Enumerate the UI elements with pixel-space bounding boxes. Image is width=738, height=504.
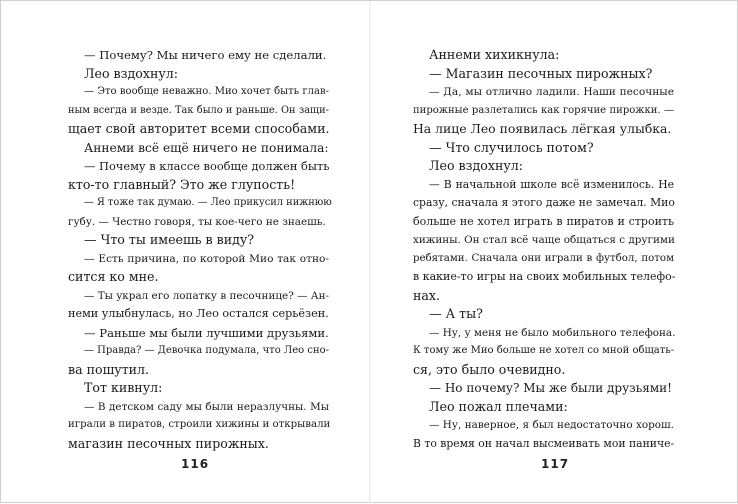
text-line: — В начальной школе всё изменилось. Не [429, 177, 674, 191]
text-line: — Ты украл его лопатку в песочнице? — Ан- [84, 289, 330, 302]
text-line: — Правда? — Девочка подумала, что Лео сно- [84, 345, 330, 356]
text-line: — Ну, наверное, я был недостаточно хорош. [429, 419, 674, 431]
text-line: пирожные разлетались как горячие пирожки. — [413, 104, 674, 116]
text-line: На лице Лео появилась лёгкая улыбка. [413, 121, 672, 136]
text-line: хижины. Он стал всё чаще общаться с другими [413, 234, 675, 246]
text-line: — А ты? [429, 306, 483, 321]
text-line: — Почему? Мы ничего ему не сделали. [84, 48, 327, 62]
text-line: больше не хотел играть в пиратов и строить [413, 214, 674, 228]
book-gutter [369, 1, 371, 504]
text-line: — Почему в классе вообще должен быть [84, 159, 330, 173]
text-line: ребятами. Сначала они играли в футбол, потом [413, 252, 674, 264]
text-line: — Магазин песочных пирожных? [429, 65, 653, 81]
left-page-text [68, 46, 332, 453]
text-line: — Но почему? Мы же были друзьями! [429, 381, 672, 395]
text-line: — Что случилось потом? [429, 139, 594, 155]
text-line: Лео пожал плечами: [429, 398, 568, 414]
text-line: в какие-то игры на своих мобильных телефо- [413, 270, 676, 283]
text-line: — В детском саду мы были неразлучны. Мы [84, 400, 329, 413]
text-line: неми улыбнулась, но Лео остался серьёзен. [68, 307, 329, 320]
right-page-text [413, 46, 674, 453]
text-line: нах. [413, 287, 441, 303]
text-line: Аннеми хихикнула: [429, 47, 560, 62]
text-line: — Раньше мы были лучшими друзьями. [84, 325, 329, 340]
text-line: — Есть причина, по которой Мио так отно- [84, 252, 329, 265]
text-line: сится ко мне. [68, 269, 159, 284]
text-line: ся, это было очевидно. [413, 361, 566, 377]
text-line: — Это вообще неважно. Мио хочет быть глав- [84, 86, 329, 97]
text-line: — Ну, у меня не было мобильного телефона. [429, 326, 676, 339]
text-line: сразу, сначала я этого даже не замечал. Мио [413, 196, 675, 209]
text-line: — Что ты имеешь в виду? [84, 232, 255, 247]
text-line: К тому же Мио больше не хотел со мной общать- [413, 345, 675, 356]
text-line: Тот кивнул: [84, 380, 163, 395]
text-line: губу. — Честно говоря, ты кое-чего не знаешь. [68, 215, 326, 228]
text-line: играли в пиратов, строили хижины и открывали [68, 419, 331, 430]
text-line: ным всегда и везде. Так было и раньше. Он защи- [68, 104, 329, 116]
text-line: щает свой авторитет всеми способами. [68, 121, 330, 136]
text-line: магазин песочных пирожных. [68, 435, 269, 451]
text-line: В то время он начал высмеивать мои паниче- [413, 436, 675, 450]
text-line: Лео вздохнул: [429, 158, 523, 173]
text-line: — Да, мы отлично ладили. Наши песочные [429, 86, 674, 98]
left-page-number: 116 [181, 457, 210, 471]
text-line: ва пошутил. [68, 361, 150, 377]
text-line: кто-то главный? Это же глупость! [68, 176, 296, 192]
text-line: — Я тоже так думаю. — Лео прикусил нижнюю [84, 197, 332, 208]
text-line: Аннеми всё ещё ничего не понимала: [84, 140, 329, 155]
right-page-number: 117 [541, 457, 570, 471]
text-line: Лео вздохнул: [84, 65, 178, 81]
